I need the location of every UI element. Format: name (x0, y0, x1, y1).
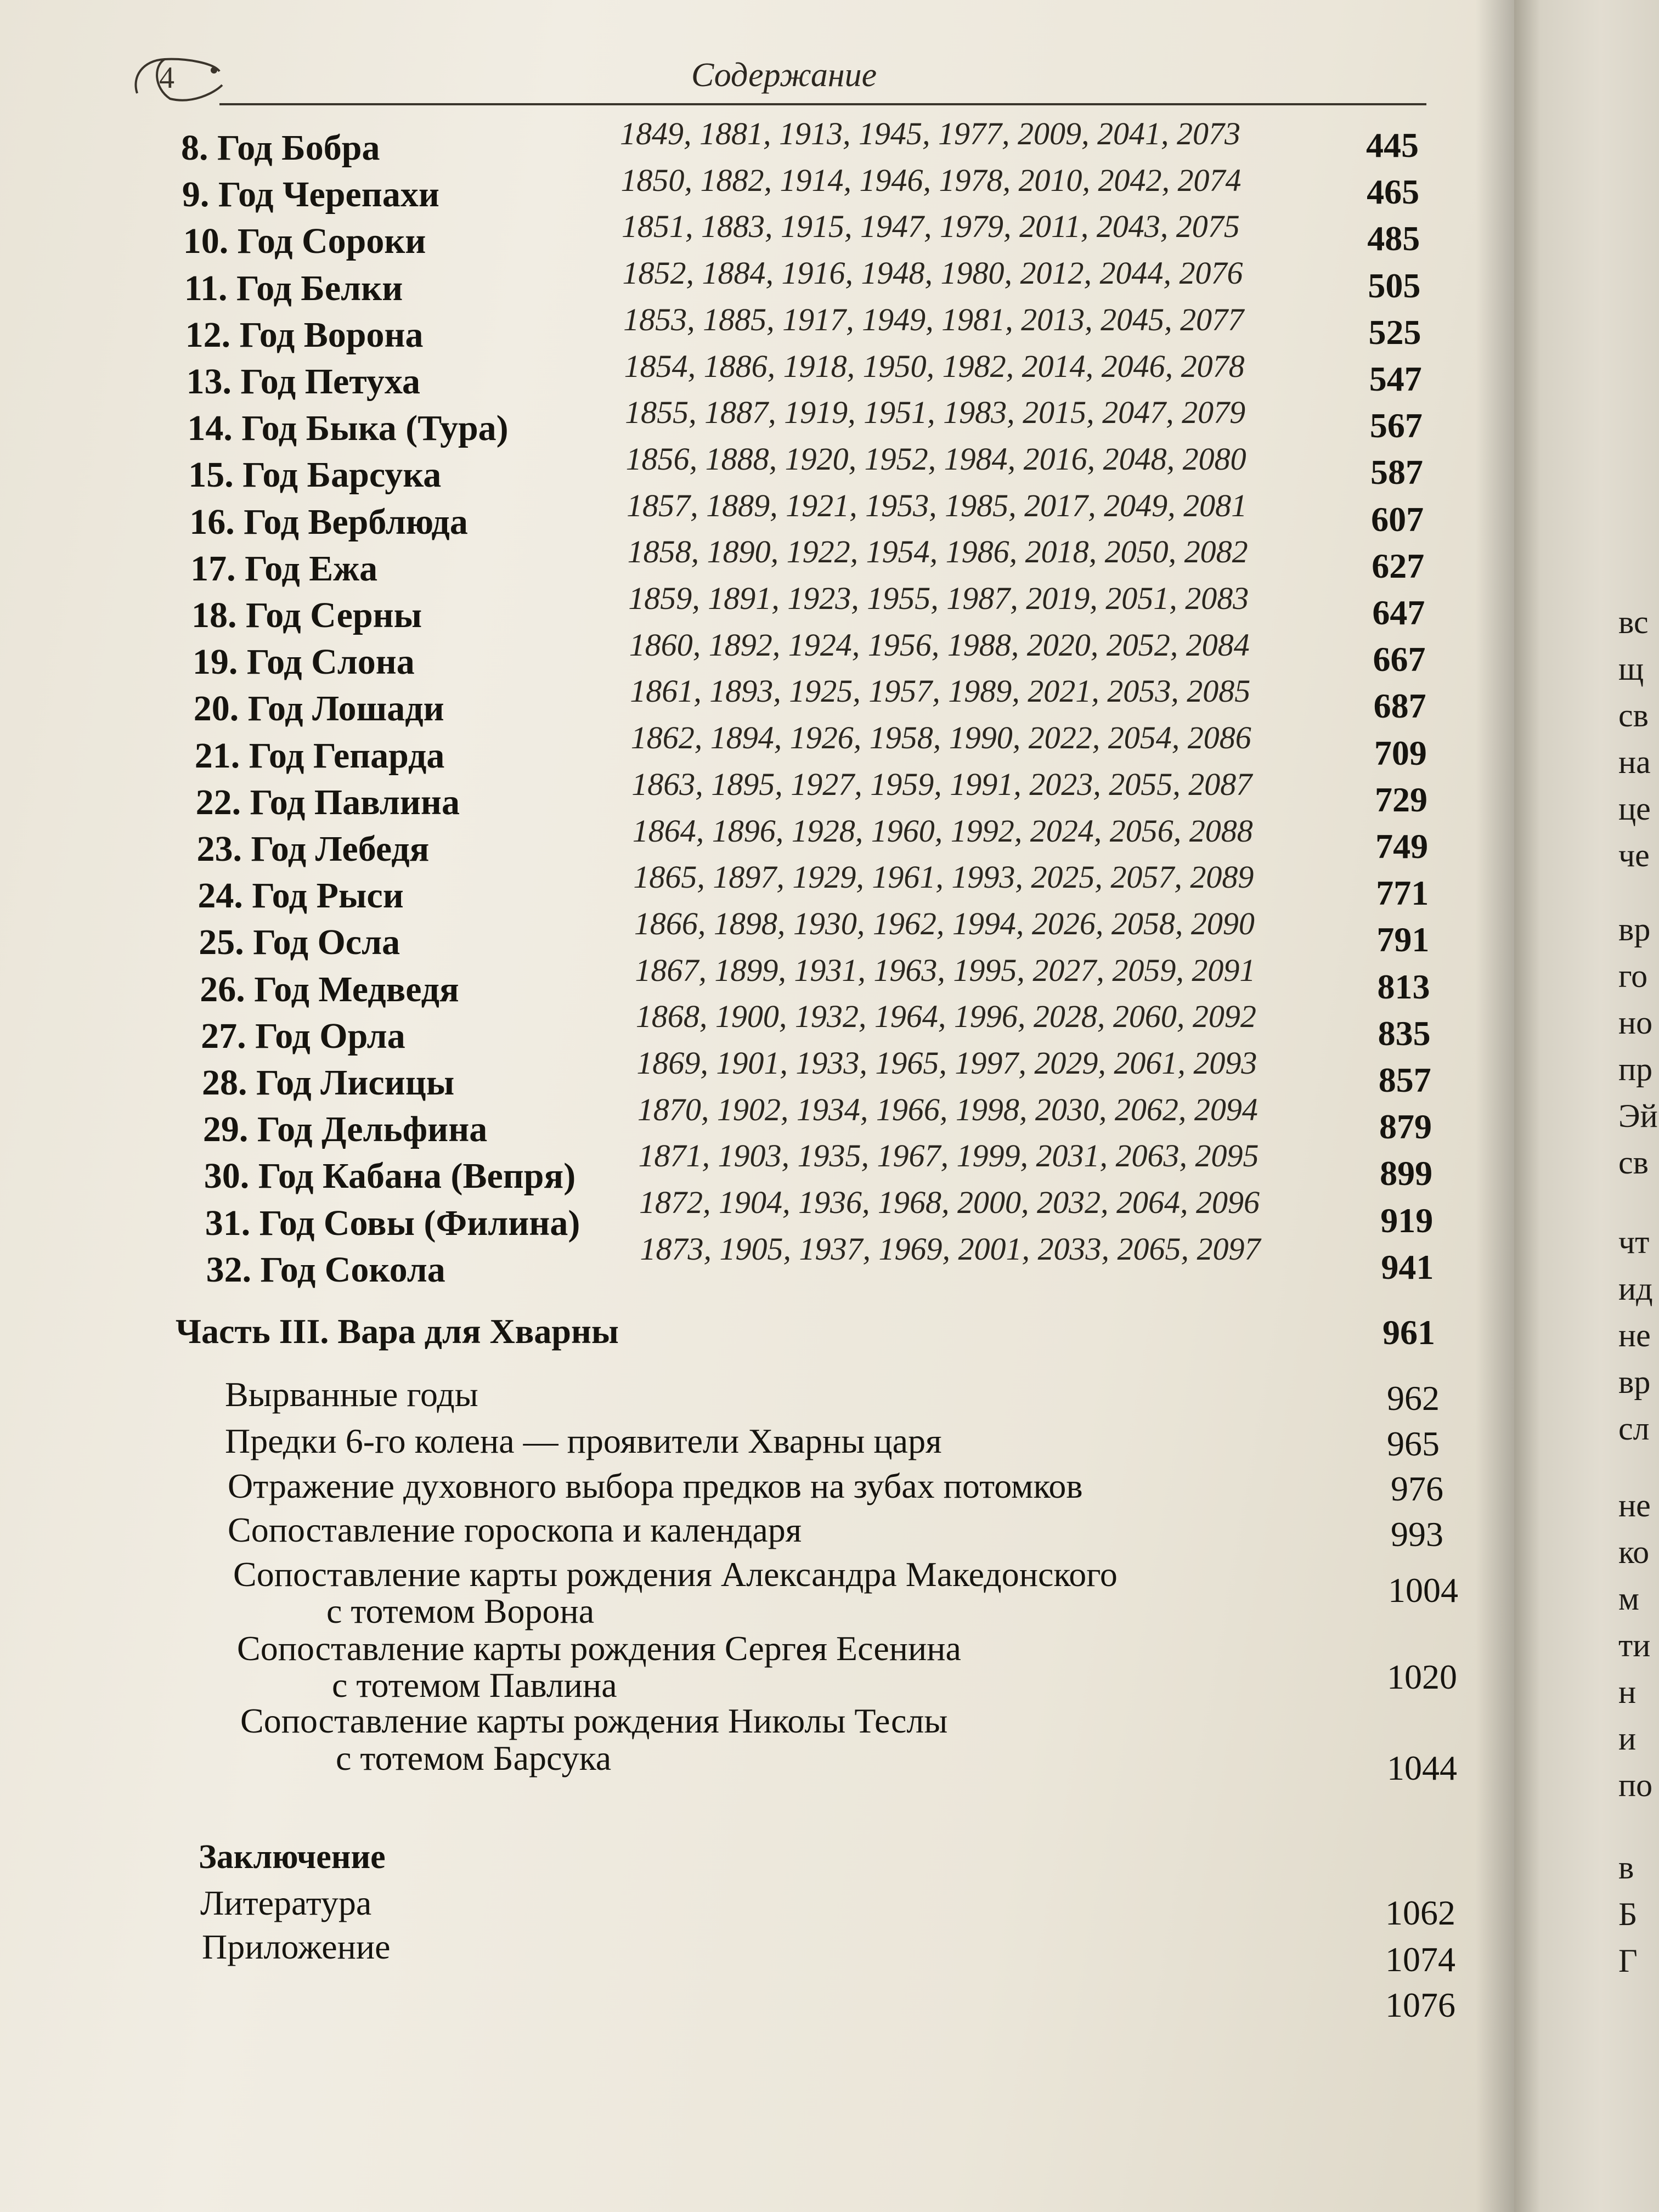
year-title: 10. Год Сороки (183, 221, 426, 262)
closing-page-number: 1074 (1385, 1940, 1455, 1979)
adjacent-page-text: ид (1618, 1271, 1653, 1307)
toc-entry-continuation: с тотемом Барсука (336, 1739, 612, 1778)
adjacent-page-text: в (1618, 1849, 1634, 1886)
adjacent-page-text: м (1618, 1581, 1639, 1617)
toc-page-number: 976 (1391, 1469, 1443, 1508)
year-page-number: 607 (1371, 499, 1424, 539)
year-page-number: 835 (1378, 1013, 1431, 1053)
running-title: Содержание (691, 57, 877, 94)
year-title: 23. Год Лебедя (196, 829, 430, 869)
adjacent-page-text: Эй (1618, 1098, 1658, 1134)
year-page-number: 647 (1372, 593, 1425, 632)
year-title: 29. Год Дельфина (202, 1109, 488, 1150)
adjacent-page-text: н (1618, 1674, 1637, 1710)
year-title: 8. Год Бобра (181, 128, 380, 168)
year-title: 19. Год Слона (192, 642, 415, 682)
closing-entry: Литература (200, 1883, 372, 1922)
adjacent-page-text: св (1618, 697, 1649, 733)
toc-entry: Сопоставление карты рождения Сергея Есенина (237, 1629, 961, 1668)
year-list: 1852, 1884, 1916, 1948, 1980, 2012, 2044, 2076 (622, 255, 1243, 291)
year-page-number: 899 (1380, 1154, 1433, 1193)
toc-entry: Предки 6-го колена — проявители Хварны царя (225, 1421, 942, 1460)
year-title: 24. Год Рыси (198, 876, 404, 916)
year-page-number: 729 (1374, 780, 1427, 819)
page-header (121, 44, 1448, 121)
year-title: 14. Год Быка (Тура) (187, 408, 509, 449)
year-page-number: 749 (1375, 827, 1429, 866)
year-page-number: 465 (1367, 172, 1420, 212)
ornament-frame-icon (132, 55, 225, 104)
year-page-number: 771 (1376, 873, 1429, 913)
adjacent-page-text: пр (1618, 1051, 1653, 1087)
year-page-number: 567 (1369, 406, 1423, 445)
year-list: 1855, 1887, 1919, 1951, 1983, 2015, 2047, 2079 (625, 394, 1246, 431)
closing-title: Заключение (199, 1838, 386, 1876)
toc-page-number: 1044 (1387, 1748, 1457, 1787)
adjacent-page-text: вс (1618, 604, 1649, 640)
year-page-number: 547 (1369, 359, 1422, 398)
year-title: 32. Год Сокола (206, 1249, 445, 1290)
year-page-number: 791 (1376, 920, 1430, 960)
year-list: 1868, 1900, 1932, 1964, 1996, 2028, 2060, 2092 (635, 998, 1256, 1035)
adjacent-page-text: Г (1618, 1943, 1638, 1979)
year-page-number: 525 (1368, 312, 1421, 352)
year-list: 1856, 1888, 1920, 1952, 1984, 2016, 2048, 2080 (625, 441, 1246, 477)
toc-entry: Сопоставление гороскопа и календаря (228, 1510, 802, 1549)
toc-entry: Сопоставление карты рождения Александра Македонского (233, 1555, 1118, 1594)
adjacent-page-text: сл (1618, 1410, 1650, 1447)
year-title: 9. Год Черепахи (182, 174, 439, 215)
toc-page-number: 965 (1387, 1424, 1440, 1463)
adjacent-page-text: на (1618, 744, 1651, 780)
year-title: 22. Год Павлина (195, 782, 460, 822)
year-title: 30. Год Кабана (Вепря) (204, 1156, 576, 1197)
year-list: 1867, 1899, 1931, 1963, 1995, 2027, 2059, 2091 (635, 952, 1256, 988)
year-list: 1859, 1891, 1923, 1955, 1987, 2019, 2051, 2083 (628, 580, 1249, 616)
year-page-number: 857 (1378, 1060, 1431, 1099)
year-page-number: 587 (1370, 453, 1423, 492)
adjacent-page-text: и (1618, 1720, 1637, 1757)
year-page-number: 687 (1373, 686, 1426, 726)
page-number: 4 (159, 61, 174, 95)
year-title: 15. Год Барсука (188, 455, 442, 495)
year-title: 18. Год Серны (191, 595, 422, 635)
adjacent-page-text: щ (1618, 651, 1644, 687)
adjacent-page-text: вр (1618, 1364, 1651, 1400)
adjacent-page-text: го (1618, 958, 1648, 994)
closing-page-number: 1062 (1385, 1893, 1455, 1932)
toc-entry: Сопоставление карты рождения Николы Теслы (240, 1701, 948, 1740)
year-list: 1871, 1903, 1935, 1967, 1999, 2031, 2063, 2095 (638, 1138, 1259, 1174)
year-page-number: 505 (1368, 266, 1421, 305)
adjacent-page-text: вр (1618, 911, 1651, 947)
toc-entry-continuation: с тотемом Ворона (326, 1592, 595, 1630)
year-list: 1860, 1892, 1924, 1956, 1988, 2020, 2052, 2084 (629, 627, 1250, 663)
adjacent-page-text: чт (1618, 1224, 1650, 1260)
toc-entry-continuation: с тотемом Павлина (332, 1666, 617, 1705)
toc-page-number: 1020 (1387, 1657, 1457, 1696)
year-list: 1851, 1883, 1915, 1947, 1979, 2011, 2043, 2075 (622, 208, 1240, 245)
year-list: 1873, 1905, 1937, 1969, 2001, 2033, 2065, 2097 (640, 1231, 1261, 1267)
year-row (0, 1231, 1514, 1295)
year-page-number: 667 (1373, 640, 1426, 679)
part-page-number: 961 (1383, 1313, 1435, 1352)
year-page-number: 879 (1379, 1107, 1432, 1147)
toc-entry: Вырванные годы (225, 1375, 478, 1414)
year-list: 1865, 1897, 1929, 1961, 1993, 2025, 2057, 2089 (633, 859, 1254, 895)
year-title: 26. Год Медведя (200, 969, 459, 1009)
year-list: 1861, 1893, 1925, 1957, 1989, 2021, 2053, 2085 (630, 673, 1251, 709)
year-title: 28. Год Лисицы (202, 1063, 455, 1103)
year-page-number: 709 (1374, 733, 1427, 772)
year-list: 1853, 1885, 1917, 1949, 1981, 2013, 2045, 2077 (623, 301, 1244, 337)
adjacent-page-text: но (1618, 1005, 1653, 1041)
year-list: 1872, 1904, 1936, 1968, 2000, 2032, 2064, 2096 (639, 1184, 1260, 1221)
year-list: 1866, 1898, 1930, 1962, 1994, 2026, 2058, 2090 (634, 905, 1255, 941)
part-title: Часть III. Вара для Хварны (176, 1312, 619, 1351)
year-title: 17. Год Ежа (190, 548, 378, 589)
year-list: 1864, 1896, 1928, 1960, 1992, 2024, 2056, 2088 (632, 812, 1253, 849)
closing-entry: Приложение (202, 1927, 391, 1966)
year-title: 25. Год Осла (199, 922, 400, 963)
year-page-number: 813 (1377, 967, 1430, 1006)
year-list: 1870, 1902, 1934, 1966, 1998, 2030, 2062, 2094 (637, 1091, 1258, 1127)
adjacent-page-text: це (1618, 791, 1651, 827)
year-list: 1850, 1882, 1914, 1946, 1978, 2010, 2042, 2074 (620, 162, 1242, 198)
year-title: 11. Год Белки (184, 268, 403, 308)
year-list: 1854, 1886, 1918, 1950, 1982, 2014, 2046, 2078 (624, 348, 1245, 384)
year-title: 12. Год Ворона (185, 314, 424, 355)
gutter-shadow (1476, 0, 1514, 2212)
adjacent-page-text: не (1618, 1487, 1651, 1523)
year-page-number: 941 (1381, 1247, 1434, 1286)
year-title: 21. Год Гепарда (194, 735, 445, 776)
year-title: 16. Год Верблюда (189, 501, 468, 542)
adjacent-page (1514, 0, 1659, 2212)
toc-page-number: 993 (1391, 1515, 1443, 1554)
year-list: 1869, 1901, 1933, 1965, 1997, 2029, 2061, 2093 (636, 1045, 1257, 1081)
year-title: 27. Год Орла (201, 1015, 405, 1056)
adjacent-page-text: не (1618, 1317, 1651, 1353)
year-title: 31. Год Совы (Филина) (205, 1203, 580, 1243)
adjacent-page-text: че (1618, 837, 1650, 873)
header-divider (219, 103, 1426, 105)
year-list: 1858, 1890, 1922, 1954, 1986, 2018, 2050, 2082 (627, 534, 1248, 570)
toc-page-number: 1004 (1388, 1571, 1458, 1610)
year-title: 13. Год Петуха (186, 362, 420, 402)
year-list: 1863, 1895, 1927, 1959, 1991, 2023, 2055, 2087 (631, 766, 1252, 802)
adjacent-page-text: св (1618, 1144, 1649, 1181)
adjacent-page-text: ко (1618, 1534, 1650, 1570)
closing-page-number: 1076 (1385, 1985, 1455, 2024)
toc-page-number: 962 (1387, 1379, 1440, 1418)
year-page-number: 445 (1366, 126, 1419, 165)
year-page-number: 627 (1372, 546, 1425, 585)
adjacent-page-text: Б (1618, 1896, 1638, 1932)
year-list: 1857, 1889, 1921, 1953, 1985, 2017, 2049, 2081 (627, 487, 1248, 523)
adjacent-page-text: ти (1618, 1627, 1651, 1663)
year-title: 20. Год Лошади (193, 689, 444, 729)
adjacent-page-text: по (1618, 1767, 1653, 1803)
year-page-number: 485 (1367, 219, 1420, 258)
toc-entry: Отражение духовного выбора предков на зубах потомков (228, 1466, 1083, 1505)
year-page-number: 919 (1380, 1200, 1434, 1240)
year-list: 1862, 1894, 1926, 1958, 1990, 2022, 2054, 2086 (630, 720, 1251, 756)
year-list: 1849, 1881, 1913, 1945, 1977, 2009, 2041, 2073 (620, 116, 1240, 151)
